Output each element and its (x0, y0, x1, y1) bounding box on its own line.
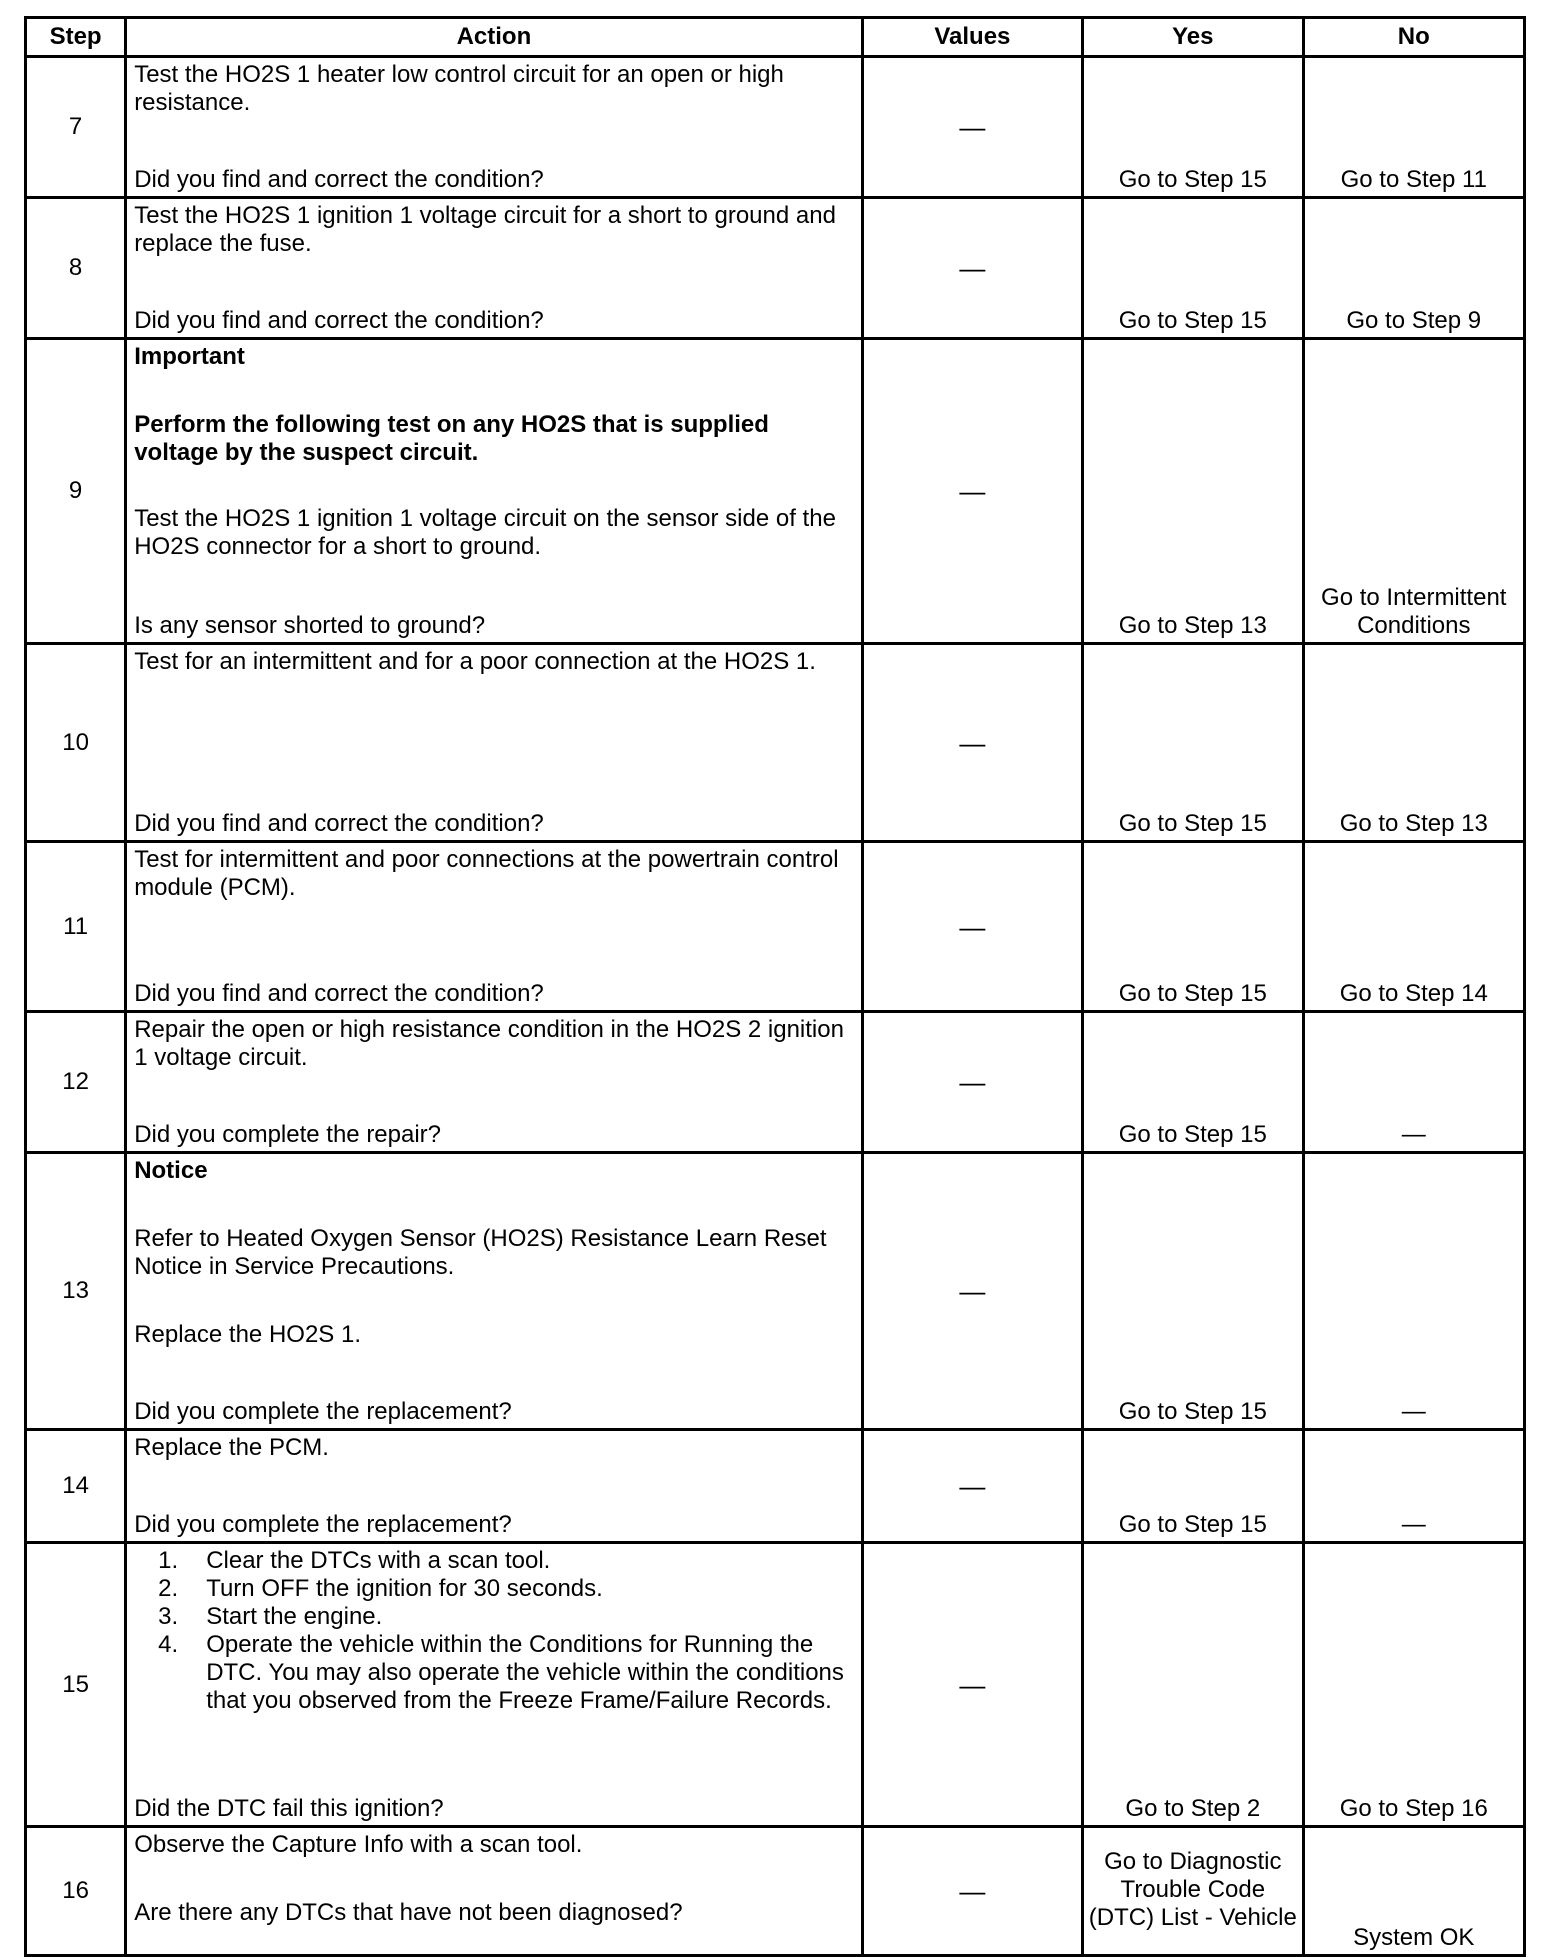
yes-cell: Go to Diagnostic Trouble Code (DTC) List - Vehicle (1083, 1827, 1303, 1956)
list-item: 2. Turn OFF the ignition for 30 seconds. (158, 1575, 603, 1602)
action-cell (126, 57, 862, 198)
action-cell (126, 1827, 862, 1956)
yes-cell: Go to Step 15 (1083, 57, 1303, 198)
values-cell: — (862, 198, 1082, 339)
action-question: Did you find and correct the condition? (134, 810, 544, 837)
action-text: Refer to Heated Oxygen Sensor (HO2S) Resistance Learn Reset Notice in Service Precautions. (134, 1225, 827, 1280)
step-number: 10 (26, 644, 126, 842)
no-cell: — (1303, 1153, 1524, 1430)
step-number: 15 (26, 1543, 126, 1827)
no-cell: Go to Step 16 (1303, 1543, 1524, 1827)
yes-cell: Go to Step 15 (1083, 842, 1303, 1012)
values-cell: — (862, 1543, 1082, 1827)
list-item: 4. Operate the vehicle within the Conditions for Running the DTC. You may also operate the vehicle within the conditions that you observed from the Freeze Frame/Failure Records. (158, 1631, 844, 1714)
no-cell: — (1303, 1430, 1524, 1543)
values-cell: — (862, 1153, 1082, 1430)
no-cell: Go to Step 14 (1303, 842, 1524, 1012)
table-row (26, 198, 1525, 339)
action-text: Repair the open or high resistance condition in the HO2S 2 ignition 1 voltage circuit. (134, 1016, 844, 1071)
action-question: Is any sensor shorted to ground? (134, 612, 486, 639)
diagnostic-table-page (24, 16, 1526, 1957)
important-heading: Important (134, 343, 245, 370)
action-cell (126, 1430, 862, 1543)
values-cell: — (862, 842, 1082, 1012)
important-note: Perform the following test on any HO2S that is supplied voltage by the suspect circuit. (134, 411, 769, 466)
action-text: Test for intermittent and poor connections at the powertrain control module (PCM). (134, 846, 839, 901)
step-number: 16 (26, 1827, 126, 1956)
action-text: Test the HO2S 1 ignition 1 voltage circuit on the sensor side of the HO2S connector for a short to ground. (134, 505, 836, 560)
step-number: 8 (26, 198, 126, 339)
step-number: 14 (26, 1430, 126, 1543)
values-cell: — (862, 1430, 1082, 1543)
values-cell: — (862, 57, 1082, 198)
action-question: Did you complete the repair? (134, 1121, 442, 1148)
action-question: Did you find and correct the condition? (134, 307, 544, 334)
yes-cell: Go to Step 15 (1083, 644, 1303, 842)
table-row (26, 1827, 1525, 1956)
no-cell: — (1303, 1012, 1524, 1153)
header-action: Action (126, 18, 862, 57)
values-cell: — (862, 1012, 1082, 1153)
action-text: Test the HO2S 1 heater low control circuit for an open or high resistance. (134, 61, 784, 116)
step-number: 7 (26, 57, 126, 198)
list-item: 1. Clear the DTCs with a scan tool. (158, 1547, 551, 1574)
action-text: Replace the PCM. (134, 1434, 329, 1461)
yes-cell: Go to Step 13 (1083, 339, 1303, 644)
action-text: Test for an intermittent and for a poor connection at the HO2S 1. (134, 648, 816, 675)
step-number: 13 (26, 1153, 126, 1430)
step-number: 11 (26, 842, 126, 1012)
values-cell: — (862, 339, 1082, 644)
values-cell: — (862, 644, 1082, 842)
yes-cell: Go to Step 15 (1083, 198, 1303, 339)
action-question: Did the DTC fail this ignition? (134, 1795, 444, 1822)
header-no: No (1303, 18, 1524, 57)
yes-cell: Go to Step 15 (1083, 1153, 1303, 1430)
yes-cell: Go to Step 15 (1083, 1012, 1303, 1153)
table-row (26, 57, 1525, 198)
action-cell (126, 842, 862, 1012)
action-question: Did you find and correct the condition? (134, 980, 544, 1007)
action-cell (126, 644, 862, 842)
no-cell: Go to Step 13 (1303, 644, 1524, 842)
action-cell (126, 1012, 862, 1153)
action-cell (126, 1153, 862, 1430)
notice-heading: Notice (134, 1157, 208, 1184)
action-question: Did you find and correct the condition? (134, 166, 544, 193)
table-row (26, 842, 1525, 1012)
procedure-list (134, 1547, 852, 1715)
header-yes: Yes (1083, 18, 1303, 57)
action-text-2: Replace the HO2S 1. (134, 1321, 361, 1348)
table-row (26, 339, 1525, 644)
action-text: Test the HO2S 1 ignition 1 voltage circuit for a short to ground and replace the fuse. (134, 202, 836, 257)
no-cell: Go to Step 11 (1303, 57, 1524, 198)
table-row (26, 1153, 1525, 1430)
step-number: 12 (26, 1012, 126, 1153)
table-row (26, 644, 1525, 842)
no-cell: Go to Intermittent Conditions (1303, 339, 1524, 644)
header-step: Step (26, 18, 126, 57)
step-number: 9 (26, 339, 126, 644)
action-question: Did you complete the replacement? (134, 1511, 512, 1538)
action-cell (126, 198, 862, 339)
no-cell: Go to Step 9 (1303, 198, 1524, 339)
table-row (26, 1543, 1525, 1827)
list-item: 3. Start the engine. (158, 1603, 383, 1630)
header-values: Values (862, 18, 1082, 57)
table-row (26, 1012, 1525, 1153)
values-cell: — (862, 1827, 1082, 1956)
diagnostic-steps-table (24, 16, 1526, 1957)
action-question: Are there any DTCs that have not been diagnosed? (134, 1899, 683, 1926)
yes-cell: Go to Step 2 (1083, 1543, 1303, 1827)
yes-cell: Go to Step 15 (1083, 1430, 1303, 1543)
action-cell (126, 1543, 862, 1827)
no-cell: System OK (1303, 1827, 1524, 1956)
table-row (26, 1430, 1525, 1543)
action-question: Did you complete the replacement? (134, 1398, 512, 1425)
header-row (26, 18, 1525, 57)
action-cell (126, 339, 862, 644)
action-text: Observe the Capture Info with a scan tool. (134, 1831, 583, 1858)
